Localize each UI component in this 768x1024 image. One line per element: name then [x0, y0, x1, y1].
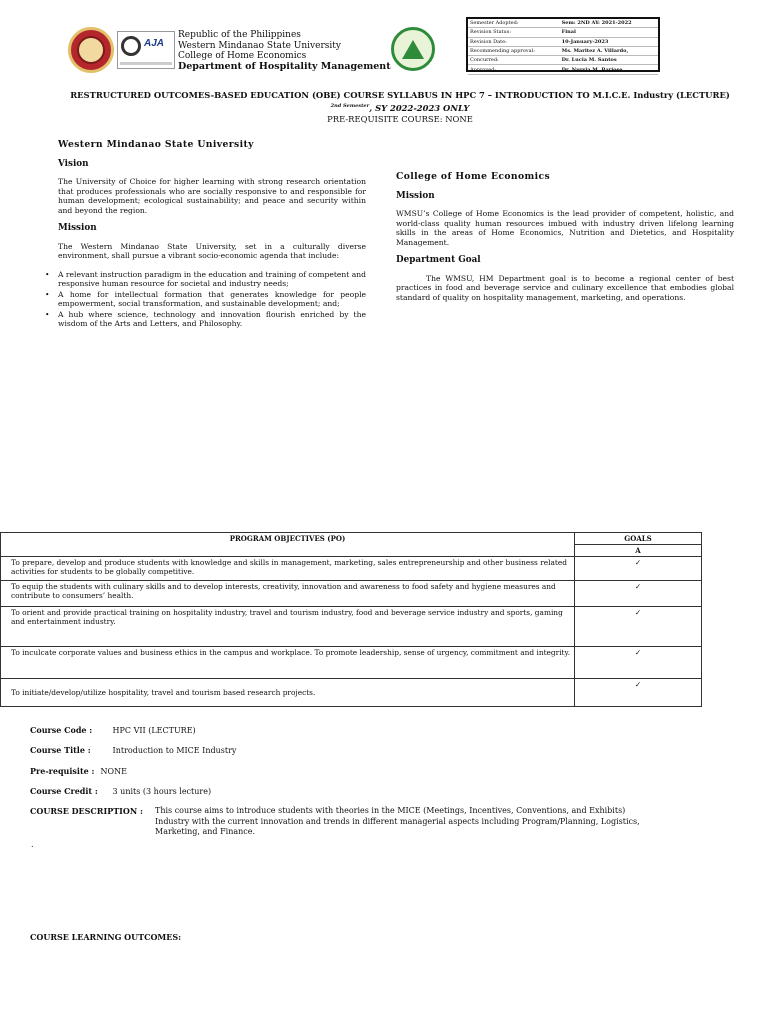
rev-value: Dr. Lucia M. Santos	[560, 56, 658, 65]
course-description-text: This course aims to introduce students with theories in the MICE (Meetings, Incentives, Conventions, and Exhibits) Industry with the current innovation and trends in different managerial aspects including Program/Planning, Logistics, Marketing, and Finance.	[155, 806, 640, 836]
cert-logo-text: AJA	[144, 38, 165, 49]
title-prerequisite: PRE-REQUISITE COURSE: NONE	[327, 113, 473, 124]
university-heading: Western Mindanao State University	[58, 139, 254, 150]
college-heading: College of Home Economics	[396, 171, 551, 182]
course-code-value: HPC VII (LECTURE)	[112, 726, 196, 735]
prerequisite-value: NONE	[100, 767, 127, 776]
revision-box	[466, 17, 660, 72]
course-title-row	[30, 745, 236, 756]
header-line: College of Home Economics	[178, 51, 307, 61]
rev-value: 10-January-2023	[560, 37, 658, 46]
college-mission-text: WMSU’s College of Home Economics is the lead provider of competent, holistic, and world-class quality human resources imbued with industry driven lifelong learning skills in the areas of Home Economics, Nutrition and Dietetics, and Hospitality Management.	[396, 209, 734, 247]
header-line: Western Mindanao State University	[178, 40, 341, 51]
check-icon: ✓	[575, 581, 702, 607]
course-credit-value: 3 units (3 hours lecture)	[112, 787, 212, 796]
po-header: PROGRAM OBJECTIVES (PO)	[1, 533, 575, 557]
rev-label: Revision Status:	[468, 28, 560, 37]
title-semester	[40, 101, 760, 114]
mission-text: The Western Mindanao State University, set in a culturally diverse environment, shall pursue a vibrant socio-economic agenda that include:	[58, 241, 366, 260]
mission-bullets	[58, 270, 366, 329]
department-goal-heading: Department Goal	[396, 255, 481, 265]
department-name: Department of Hospitality Management	[178, 60, 391, 72]
check-icon: ✓	[575, 679, 702, 707]
certification-logo	[117, 31, 175, 69]
table-row: To prepare, develop and produce students with knowledge and skills in management, marketing, sales entrepreneurship and other business related activities for students to be globally competitive.	[1, 557, 575, 581]
rev-value: Final	[560, 28, 658, 37]
goals-subheader: A	[575, 545, 702, 557]
rev-value: Ms. Maritez A. Villardo,	[560, 46, 658, 55]
institution-header	[178, 30, 391, 72]
vision-heading: Vision	[58, 158, 89, 169]
title-main: RESTRUCTURED OUTCOMES-BASED EDUCATION (OBE) COURSE SYLLABUS IN HPC 7 – INTRODUCTION TO M.I.C.E. Industry (LECTURE)	[70, 90, 730, 100]
rev-label: Recommending approval:	[468, 46, 560, 55]
table-row: To inculcate corporate values and business ethics in the campus and workplace. To promote leadership, sense of urgency, commitment and integrity.	[1, 647, 575, 679]
course-learning-outcomes-heading: COURSE LEARNING OUTCOMES:	[30, 932, 182, 942]
course-code-row	[30, 725, 196, 736]
course-title-label: Course Title :	[30, 745, 91, 755]
prerequisite-label: Pre-requisite :	[30, 766, 95, 776]
course-code-label: Course Code :	[30, 725, 93, 735]
semester-year: , SY 2022-2023 ONLY	[369, 102, 470, 113]
rev-label: Approved:	[468, 65, 560, 74]
rev-value: Dr. Nursia M. Barjose	[560, 65, 658, 74]
rev-label: Revision Date:	[468, 37, 560, 46]
course-description-label: COURSE DESCRIPTION :	[30, 806, 143, 816]
rev-label: Concurred:	[468, 56, 560, 65]
list-item: • A home for intellectual formation that generates knowledge for people empowerment, social transformation, and sustainable development; and;	[58, 290, 366, 309]
prerequisite-row	[30, 766, 127, 777]
table-row: To equip the students with culinary skills and to develop interests, creativity, innovation and awareness to food safety and hygiene measures and contribute to consumers’ health.	[1, 581, 575, 607]
college-mission-heading: Mission	[396, 190, 435, 201]
program-objectives-table	[0, 532, 702, 707]
department-goal-text: The WMSU, HM Department goal is to become a regional center of best practices in food and beverage service and culinary excellence that embodies global standard of quality on hospitality management, marketing, and operations.	[396, 273, 734, 302]
university-section	[58, 140, 366, 330]
college-seal-logo	[391, 27, 435, 71]
check-icon: ✓	[575, 607, 702, 647]
college-section	[396, 172, 734, 311]
rev-label: Semester Adopted:	[468, 19, 560, 28]
goals-header: GOALS	[575, 533, 702, 545]
table-row: To orient and provide practical training on hospitality industry, travel and tourism industry, food and beverage service industry and sports, gaming and entertainment industry.	[1, 607, 575, 647]
table-row: To initiate/develop/utilize hospitality, travel and tourism based research projects.	[1, 679, 575, 707]
wmsu-seal-logo	[68, 27, 114, 73]
course-title-value: Introduction to MICE Industry	[112, 746, 237, 755]
course-credit-row	[30, 786, 211, 797]
header-line: Republic of the Philippines	[178, 30, 301, 40]
check-icon: ✓	[575, 647, 702, 679]
course-credit-label: Course Credit :	[30, 786, 98, 796]
mission-heading: Mission	[58, 223, 97, 233]
list-item: • A hub where science, technology and innovation flourish enriched by the wisdom of the Arts and Letters, and Philosophy.	[58, 310, 366, 329]
course-description	[30, 806, 670, 846]
rev-value: Sem: 2ND AY: 2021-2022	[560, 19, 658, 28]
stray-mark: .	[31, 840, 34, 849]
vision-text: The University of Choice for higher learning with strong research orientation that produces professionals who are socially responsive to and responsible for human development; ecological sustainability; and peace and security within and beyond the region.	[58, 177, 366, 215]
check-icon: ✓	[575, 557, 702, 581]
list-item: • A relevant instruction paradigm in the education and training of competent and responsive human resource for societal and industry needs;	[58, 270, 366, 289]
semester-prefix: 2nd Semester	[330, 103, 370, 109]
syllabus-title	[40, 90, 760, 125]
